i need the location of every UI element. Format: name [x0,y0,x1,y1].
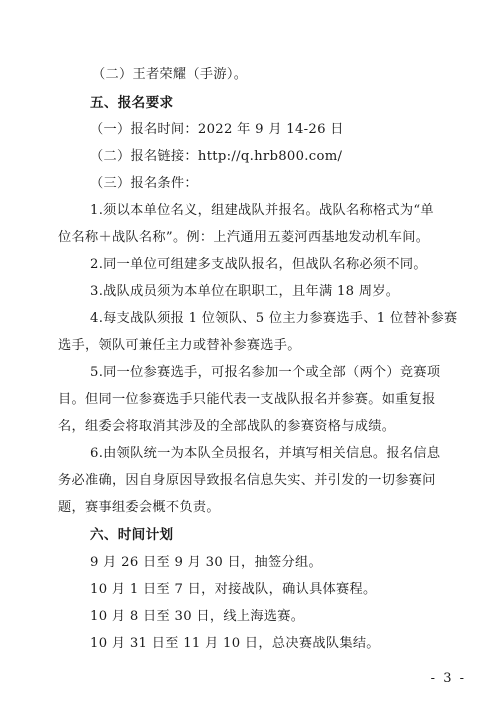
condition-5-line-2: 目。但同一位参赛选手只能代表一支战队报名并参赛。如重复报 [58,392,436,407]
schedule-item-2: 10 月 1 日至 7 日，对接战队，确认具体赛程。 [90,582,377,597]
registration-time: （一）报名时间：2022 年 9 月 14-26 日 [90,122,344,137]
condition-1-line-2: 位名称＋战队名称”。例：上汽通用五菱河西基地发动机车间。 [58,230,430,245]
condition-4-line-2: 选手，领队可兼任主力或替补参赛选手。 [58,338,301,353]
registration-conditions-label: （三）报名条件： [90,176,198,191]
subitem-honor-of-kings: （二）王者荣耀（手游）。 [92,67,248,82]
condition-4-line-1: 4.每支战队须报 1 位领队、5 位主力参赛选手、1 位替补参赛 [90,311,458,326]
registration-link: （二）报名链接：http://q.hrb800.com/ [90,149,343,164]
condition-6-line-1: 6.由领队统一为本队全员报名，并填写相关信息。报名信息 [90,446,441,461]
condition-6-line-2: 务必准确，因自身原因导致报名信息失实、并引发的一切参赛问 [58,473,436,488]
page-number: - 3 - [430,671,466,686]
condition-2: 2.同一单位可组建多支战队报名，但战队名称必须不同。 [90,257,427,272]
condition-6-line-3: 题，赛事组委会概不负责。 [58,500,220,515]
section-heading-schedule: 六、时间计划 [90,527,174,543]
schedule-item-1: 9 月 26 日至 9 月 30 日，抽签分组。 [90,555,322,570]
condition-3: 3.战队成员须为本单位在职职工，且年满 18 周岁。 [90,284,400,299]
condition-1-line-1: 1.须以本单位名义，组建战队并报名。战队名称格式为“单 [90,203,434,218]
schedule-item-4: 10 月 31 日至 11 月 10 日，总决赛战队集结。 [90,636,380,651]
condition-5-line-3: 名，组委会将取消其涉及的全部战队的参赛资格与成绩。 [58,419,396,434]
section-heading-registration: 五、报名要求 [90,95,174,111]
schedule-item-3: 10 月 8 日至 30 日，线上海选赛。 [90,609,305,624]
condition-5-line-1: 5.同一位参赛选手，可报名参加一个或全部（两个）竞赛项 [90,365,441,380]
